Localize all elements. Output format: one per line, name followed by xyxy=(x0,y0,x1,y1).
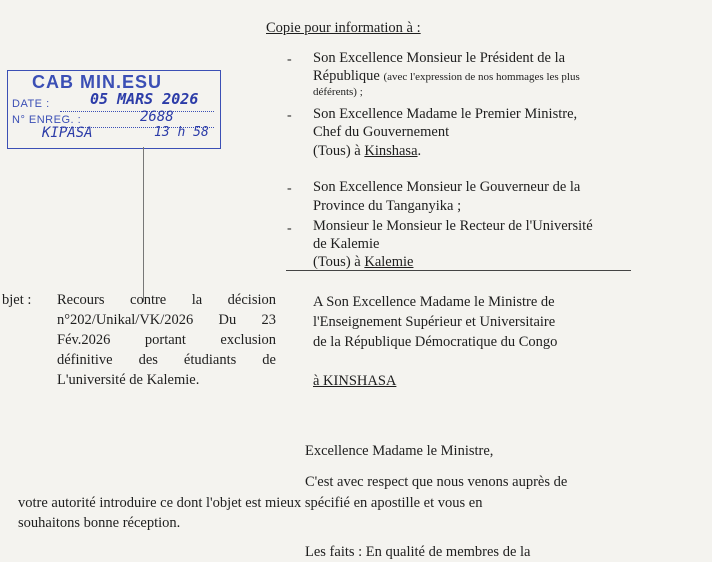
body-para2-partial: Les faits : En qualité de membres de la xyxy=(305,544,531,560)
addressee-city: à KINSHASA xyxy=(313,373,397,389)
objet-line-4: définitive des étudiants de xyxy=(57,352,276,368)
margin-line xyxy=(143,147,144,302)
copy-item-1-line-3: déférents) ; xyxy=(313,86,363,98)
bullet-dash: - xyxy=(287,52,292,67)
addressee-line-1: A Son Excellence Madame le Ministre de xyxy=(313,294,555,310)
reception-stamp xyxy=(7,70,221,149)
stamp-row3-number: 13 h 58 xyxy=(154,125,209,140)
objet-line-5: L'université de Kalemie. xyxy=(57,372,200,388)
copy-item-1-line-1: Son Excellence Monsieur le Président de la xyxy=(313,50,566,66)
copy-item-3-line-2: Province du Tanganyika ; xyxy=(313,198,462,214)
stamp-enreg-value: 2688 xyxy=(140,109,174,125)
body-para1-line2: votre autorité introduire ce dont l'objet est mieux spécifié en apostille et vous en xyxy=(18,495,483,511)
objet-line-2: n°202/Unikal/VK/2026 Du 23 xyxy=(57,312,276,328)
copy-item-1-line-2: République (avec l'expression de nos hommages les plus xyxy=(313,68,580,84)
stamp-enreg-label: N° ENREG. : xyxy=(12,114,82,126)
copy-heading: Copie pour information à : xyxy=(266,20,421,36)
stamp-date-value: 05 MARS 2026 xyxy=(90,90,199,108)
body-para1-line3: souhaitons bonne réception. xyxy=(18,515,181,531)
copy-item-3-line-1: Son Excellence Monsieur le Gouverneur de la xyxy=(313,179,581,195)
bullet-dash: - xyxy=(287,181,292,196)
stamp-row3-value: KIPASA xyxy=(42,125,93,141)
copy-item-4-line-1: Monsieur le Monsieur le Recteur de l'Université xyxy=(313,218,593,234)
objet-line-3: Fév.2026 portant exclusion xyxy=(57,332,276,348)
copy-item-2-line-2: Chef du Gouvernement xyxy=(313,124,450,140)
separator-line xyxy=(286,270,631,271)
copy-item-4-line-3: (Tous) à Kalemie xyxy=(313,254,414,270)
addressee-line-2: l'Enseignement Supérieur et Universitaire xyxy=(313,314,556,330)
objet-label: bjet : xyxy=(2,292,32,308)
objet-line-1: Recours contre la décision xyxy=(57,292,276,308)
copy-item-2-line-3: (Tous) à Kinshasa. xyxy=(313,143,422,159)
salutation: Excellence Madame le Ministre, xyxy=(305,443,494,459)
addressee-line-3: de la République Démocratique du Congo xyxy=(313,334,558,350)
copy-item-2-line-1: Son Excellence Madame le Premier Ministre, xyxy=(313,106,578,122)
bullet-dash: - xyxy=(287,108,292,123)
copy-item-4-line-2: de Kalemie xyxy=(313,236,380,252)
stamp-title: CAB MIN.ESU xyxy=(32,72,163,92)
stamp-dotted-line xyxy=(60,111,214,112)
stamp-date-label: DATE : xyxy=(12,98,50,110)
body-para1-line1: C'est avec respect que nous venons auprès de xyxy=(305,474,568,490)
bullet-dash: - xyxy=(287,221,292,236)
